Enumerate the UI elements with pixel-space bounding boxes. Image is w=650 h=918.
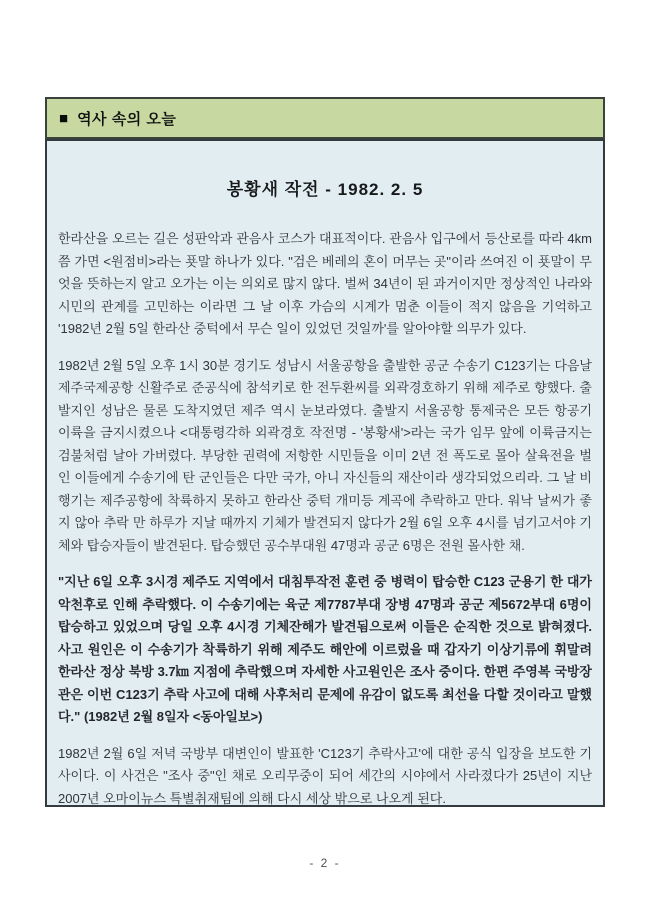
article-title: 봉황새 작전 - 1982. 2. 5 [226,180,424,199]
article-paragraph-closing: 1982년 2월 6일 저녁 국방부 대변인이 발표한 'C123기 추락사고'에 대한 공식 입장을 보도한 기사이다. 이 사건은 "조사 중"인 채로 오리무중이 되어 세간의 시야에서 사라졌다가 25년이 지난 2007년 오마이뉴스 특별취재팀에 의해 다시 세상 밖으로 나오게 된다. [58,745,592,806]
black-square-icon: ■ [59,109,69,127]
article-paragraph-event: 1982년 2월 5일 오후 1시 30분 경기도 성남시 서울공항을 출발한 공군 수송기 C123기는 다음날 제주국제공항 신활주로 준공식에 참석키로 한 전두환씨를 외곽경호하기 위해 제주로 향했다. 출발지인 성남은 물론 도착지였던 제주 역시 눈보라였다. 출발지 서울공항 통제국은 모든 항공기 이륙을 금지시켰으나 <대통령각하 외곽경호 작전명 - '봉황새'>라는 국가 임무 앞에 이륙금지는 검불처럼 날아 가버렸다. 부당한 권력에 저항한 시민들을 이미 2년 전 폭도로 몰아 살육전을 벌인 이들에게 수송기에 탄 군인들은 다만 국가, 아니 자신들의 재산이라 생각되었으리라. 그 날 비행기는 제주공항에 착륙하지 못하고 한라산 중턱 개미등 계곡에 추락하고 만다. 워낙 날씨가 좋지 않아 추락 만 하루가 지날 때까지 기체가 발견되지 않다가 2월 6일 오후 4시를 넘기고서야 기체와 탑승자들이 발견된다. 탑승했던 공수부대원 47명과 공군 6명은 전원 몰사한 채. [58,357,592,553]
article-paragraph-intro: 한라산을 오르는 길은 성판악과 관음사 코스가 대표적이다. 관음사 입구에서 등산로를 따라 4km쯤 가면 <원점비>라는 푯말 하나가 있다. "검은 베레의 혼이 머무는 곳"이라 쓰여진 이 푯말이 무엇을 뜻하는지 알고 오가는 이는 의외로 많지 않다. 벌써 34년이 된 과거이지만 정상적인 나라와 시민의 관계를 고민하는 이라면 그 날 이후 가슴의 시계가 멈춘 이들이 적지 않음을 기억하고 '1982년 2월 5일 한라산 중턱에서 무슨 일이 있었던 것일까'를 알아야할 의무가 있다. [58,231,592,336]
section-header-bar [45,97,605,139]
article-box [45,139,605,807]
section-header-title: 역사 속의 오늘 [77,110,177,128]
page-number: - 2 - [309,856,341,870]
article-paragraph-news-quote: "지난 6일 오후 3시경 제주도 지역에서 대침투작전 훈련 중 병력이 탑승한 C123 군용기 한 대가 악천후로 인해 추락했다. 이 수송기에는 육군 제7787부대 장병 47명과 공군 제5672부대 6명이 탑승하고 있었으며 당일 오후 4시경 기체잔해가 발견됨으로써 이들은 순직한 것으로 밝혀졌다. 사고 원인은 이 수송기가 착륙하기 위해 제주도 해안에 이르렀을 때 갑자기 이상기류에 휘말려 한라산 정상 북방 3.7㎞ 지점에 추락했으며 자세한 사고원인은 조사 중이다. 한편 주영복 국방장관은 이번 C123기 추락 사고에 대해 사후처리 문제에 유감이 없도록 최선을 다할 것이라고 말했다." (1982년 2월 8일자 <동아일보>) [58,574,592,724]
